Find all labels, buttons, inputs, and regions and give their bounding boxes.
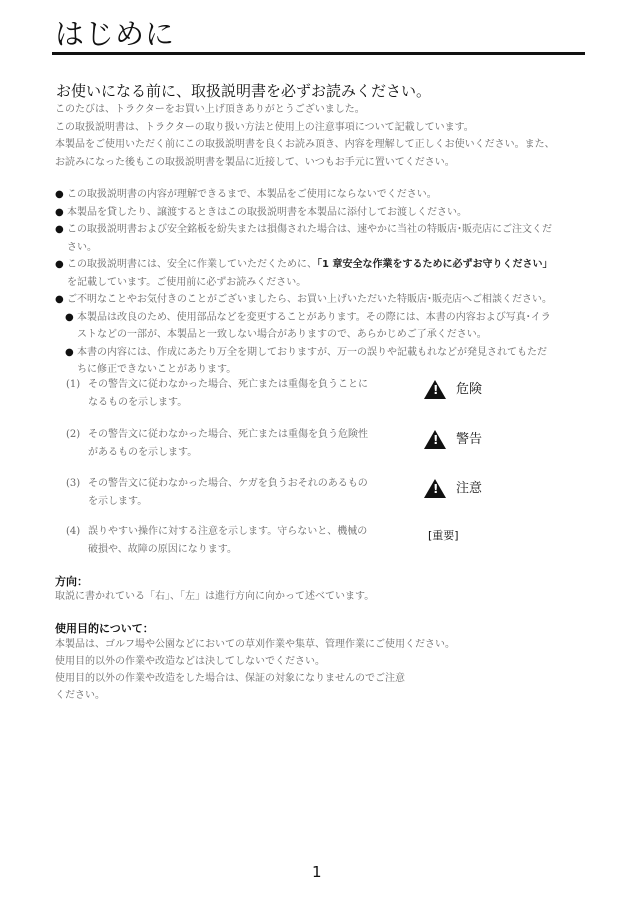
notice-list [55, 186, 595, 379]
warning-triangle-icon: ! [424, 380, 446, 399]
warning-line: その警告文に従わなかった場合、死亡または重傷を負うことに [88, 379, 368, 390]
warning-description [88, 475, 398, 510]
bullet-icon: ● [55, 189, 64, 200]
warning-number: (2) [66, 429, 81, 440]
purpose-line: 使用目的以外の作業や改造などは決してしないでください。 [55, 656, 325, 667]
purpose-line: 使用目的以外の作業や改造をした場合は、保証の対象になりませんのでご注意 [55, 673, 405, 684]
warning-label [424, 380, 482, 399]
bullet-icon: ● [65, 311, 74, 323]
title-rule [52, 52, 585, 55]
notice-text: ご不明なことやお気付きのことがございましたら、お買い上げいただいた特販店･販売店へご相談ください。 [67, 294, 552, 305]
warning-label-text: [重要] [428, 529, 459, 542]
page-title: はじめに [55, 17, 176, 51]
bullet-icon: ● [55, 294, 64, 305]
warning-description [88, 523, 398, 558]
warning-label [424, 479, 482, 498]
notice-text: 本書の内容には、作成にあたり万全を期しておりますが、万一の誤りや記載もれなどが発見されてもただ [77, 346, 547, 358]
notice-text: さい。 [67, 241, 97, 253]
notice-text: 本製品を貸したり、譲渡するときはこの取扱説明書を本製品に添付してお渡しください。 [67, 206, 467, 218]
warning-line: その警告文に従わなかった場合、死亡または重傷を負う危険性 [88, 429, 368, 440]
notice-item [55, 204, 595, 222]
warning-line: なるものを示します。 [88, 396, 188, 408]
warning-label-text: 警告 [456, 431, 483, 447]
bullet-icon: ● [65, 346, 74, 358]
direction-heading: 方向： [55, 575, 88, 588]
warning-line: があるものを示します。 [88, 446, 198, 458]
warning-line: 破損や、故障の原因になります。 [88, 543, 237, 555]
warning-line: を示します。 [88, 495, 148, 507]
warning-description [88, 426, 398, 461]
intro-line: この取扱説明書は、トラクターの取り扱い方法と使用上の注意事項について記載しています。 [55, 121, 474, 133]
bullet-icon: ● [55, 224, 64, 235]
warning-line: 誤りやすい操作に対する注意を示します。守らないと、機械の [88, 526, 368, 537]
warning-number: (1) [66, 379, 81, 390]
purpose-heading: 使用目的について： [55, 622, 154, 635]
purpose-body [55, 636, 455, 704]
notice-text: この取扱説明書の内容が理解できるまで、本製品をご使用にならないでください。 [67, 189, 437, 200]
warning-label-text: 危険 [456, 381, 483, 397]
notice-text: この取扱説明書および安全銘板を紛失または損傷された場合は、速やかに当社の特販店･販売店にご注文くだ [67, 224, 552, 235]
notice-item [55, 256, 595, 291]
direction-body [55, 588, 374, 605]
notice-subitem [65, 344, 595, 379]
notice-item [55, 291, 595, 309]
intro-paragraph [55, 101, 595, 171]
warning-label-text: 注意 [456, 480, 483, 496]
notice-text-prefix: この取扱説明書には、安全に作業していただくために、 [67, 259, 317, 270]
warning-number: (4) [66, 526, 81, 537]
notice-text: ストなどの一部が、本製品と一致しない場合がありますので、あらかじめご了承ください。 [77, 329, 487, 340]
bullet-icon: ● [55, 206, 64, 218]
purpose-line: ください。 [55, 690, 105, 701]
notice-text [67, 256, 595, 274]
warning-triangle-icon: ! [424, 479, 446, 498]
warning-description [88, 376, 398, 411]
notice-subitem [65, 309, 595, 344]
notice-item [55, 186, 595, 204]
subtitle: お使いになる前に、取扱説明書を必ずお読みください。 [56, 82, 432, 100]
intro-line: このたびは、トラクターをお買い上げ頂きありがとうございました。 [55, 104, 365, 115]
warning-line: その警告文に従わなかった場合、ケガを負うおそれのあるもの [88, 478, 368, 489]
intro-line: お読みになった後もこの取扱説明書を製品に近接して、いつもお手元に置いてください。 [55, 156, 455, 168]
chapter-reference: 「1 章安全な作業をするために必ずお守りください」 [317, 259, 553, 270]
intro-line: 本製品をご使用いただく前にこの取扱説明書を良くお読み頂き、内容を理解して正しくお使いください。また、 [55, 139, 555, 150]
page-number: 1 [312, 863, 322, 881]
warning-label [424, 430, 482, 449]
notice-item [55, 221, 595, 256]
notice-text: ちに修正できないことがあります。 [77, 364, 237, 375]
direction-line: 取説に書かれている「右」、「左」は進行方向に向かって述べています。 [55, 591, 375, 602]
warning-label [428, 527, 459, 545]
notice-text: 本製品は改良のため、使用部品などを変更することがあります。その際には、本書の内容および写真･イラ [77, 311, 551, 323]
warning-triangle-icon: ! [424, 430, 446, 449]
warning-number: (3) [66, 478, 81, 489]
bullet-icon: ● [55, 259, 64, 270]
purpose-line: 本製品は、ゴルフ場や公園などにおいての草刈作業や集草、管理作業にご使用ください。 [55, 639, 455, 650]
notice-text: を記載しています。ご使用前に必ずお読みください。 [67, 276, 307, 288]
